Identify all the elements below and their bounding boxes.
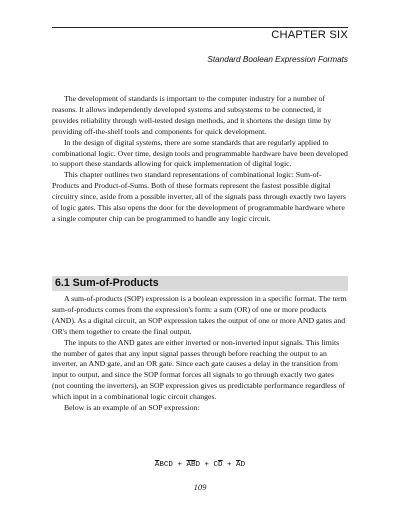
intro-paragraph: In the design of digital systems, there are some standards that are regularly applied to combinational logic. Over time, design tools and programmable hardware have been developed to support these standards allowing for quick implementation of digital logic.	[52, 137, 348, 169]
expr-term-1: BCD	[159, 461, 173, 469]
expr-term-1-inverted: $\overline{A}$	[154, 461, 160, 469]
expr-term-2-inverted: $\overline{AB}$	[186, 461, 196, 469]
expr-plus: +	[172, 461, 187, 469]
intro-paragraph: The development of standards is important to the computer industry for a number of reasons. It allows independently developed systems and subsystems to be connected, it provides reliability through well-tested design methods, and it shortens the design time by providing off-the-shelf tools and components for quick development.	[52, 94, 332, 136]
header-rule	[52, 27, 348, 28]
section-heading: 6.1 Sum-of-Products	[55, 277, 159, 289]
expr-term-3-inverted: $\overline{D}$	[218, 461, 223, 469]
expr-term-2: D	[195, 461, 200, 469]
intro-text	[52, 94, 348, 225]
chapter-title: CHAPTER SIX	[271, 29, 348, 41]
chapter-subtitle: Standard Boolean Expression Formats	[207, 55, 348, 64]
section-text	[52, 294, 348, 414]
expr-term-4: D	[240, 461, 246, 469]
section-paragraph: Below is an example of an SOP expression:	[64, 403, 200, 413]
section-heading-bar	[52, 276, 348, 291]
intro-paragraph: This chapter outlines two standard representations of combinational logic: Sum-of-Products and Product-of-Sums. Both of these formats represent the fastest possible digital circuitry since, aside from a possible inverter, all of the signals pass through exactly two layers of logic gates. This also opens the door for the development of programmable hardware where a single computer chip can be programmed to handle any logic circuit.	[52, 170, 346, 223]
sop-expression	[0, 461, 400, 469]
expr-plus: +	[222, 461, 237, 469]
expr-term-4-inverted: $\overline{A}$	[236, 461, 241, 469]
section-paragraph: The inputs to the AND gates are either inverted or non-inverted input signals. This limits the number of gates that any input signal passes through before reaching the output to an inverter, an AND gate, and an OR gate. Since each gate causes a delay in the transition from input to output, and since the SOP format forces all signals to go through exactly two gates (not counting the inverters), an SOP expression gives us predictable performance regardless of which input in a combinational logic circuit changes.	[52, 337, 346, 402]
expr-plus: +	[199, 461, 214, 469]
page-number: 109	[193, 482, 207, 492]
section-paragraph: A sum-of-products (SOP) expression is a boolean expression in a specific format. The term sum-of-products comes from the expression's form: a sum (OR) of one or more products (AND). As a digital circuit, an SOP expression takes the output of one or more AND gates and OR's them together to create the final output.	[52, 294, 347, 336]
expr-term-3: C	[213, 461, 219, 469]
